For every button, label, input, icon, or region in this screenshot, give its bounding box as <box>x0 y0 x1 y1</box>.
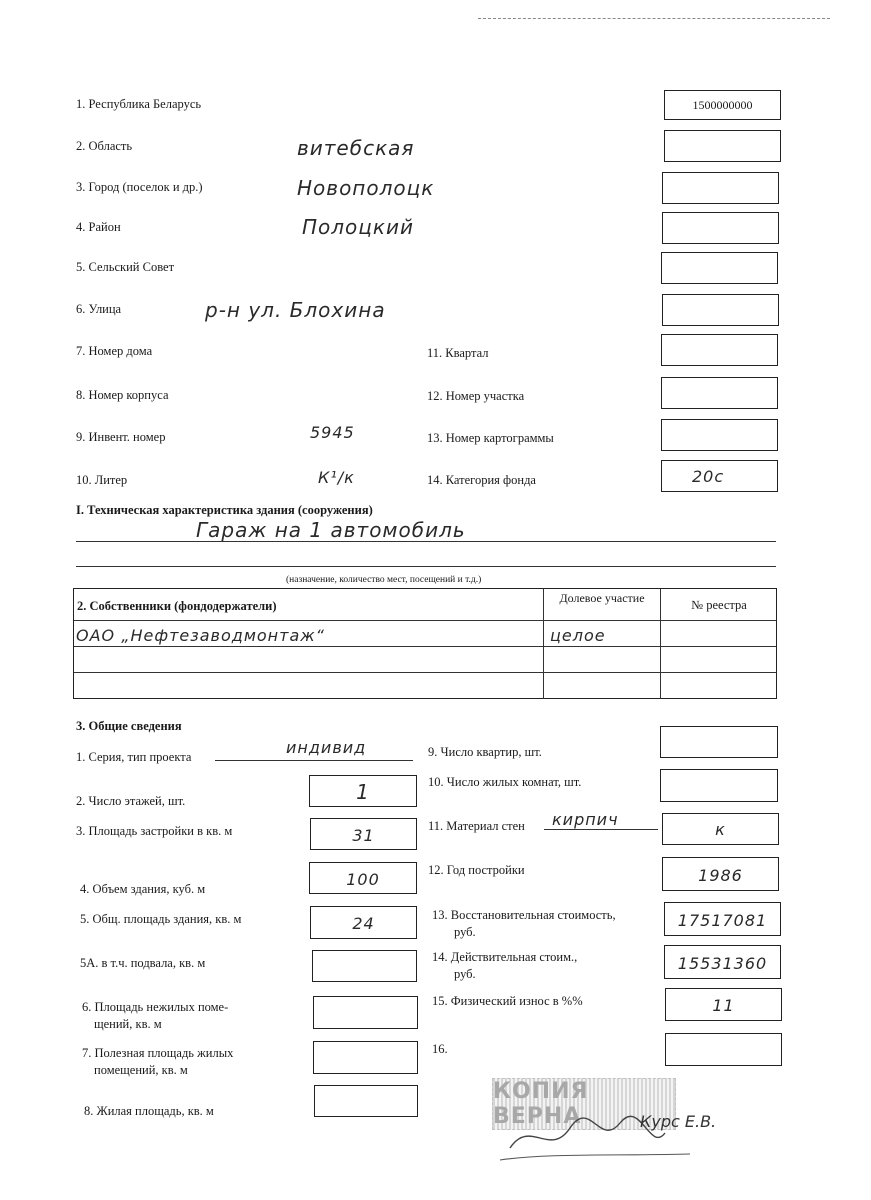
section-1-line-2 <box>76 566 776 567</box>
field-8-label: 8. Номер корпуса <box>76 388 169 402</box>
field-2-label: 2. Область <box>76 139 133 153</box>
s3-box <box>310 818 417 850</box>
r11-value: к <box>715 820 726 839</box>
s2-value: 1 <box>356 780 370 804</box>
code-value: 1500000000 <box>692 98 753 112</box>
r13-label-2: руб. <box>454 925 476 939</box>
r12-label: 12. Год постройки <box>428 863 525 877</box>
s7-box <box>313 1041 418 1074</box>
s1-value: индивид <box>286 738 367 757</box>
field-13-box <box>661 419 778 451</box>
r9-label: 9. Число квартир, шт. <box>428 745 542 759</box>
s7-label-2: помещений, кв. м <box>94 1063 188 1077</box>
s5-value: 24 <box>352 914 375 933</box>
field-1-label: 1. Республика Беларусь <box>76 97 202 111</box>
field-11-label: 11. Квартал <box>427 346 489 360</box>
owners-header-share: Долевое участие <box>559 591 645 605</box>
field-13-label: 13. Номер картограммы <box>427 431 554 445</box>
s8-label: 8. Жилая площадь, кв. м <box>84 1104 214 1118</box>
s5a-label: 5А. в т.ч. подвала, кв. м <box>80 956 206 970</box>
field-10-value: К¹/к <box>318 468 355 487</box>
s2-box <box>309 775 417 807</box>
s4-label: 4. Объем здания, куб. м <box>80 882 206 896</box>
r11-label: 11. Материал стен <box>428 819 525 833</box>
field-14-label: 14. Категория фонда <box>427 473 536 487</box>
s1-label: 1. Серия, тип проекта <box>76 750 192 764</box>
signature-stroke-icon <box>490 1098 730 1168</box>
field-3-box <box>662 172 779 204</box>
r9-box <box>660 726 778 758</box>
signature-name: Курс Е.В. <box>640 1112 717 1131</box>
field-14-box <box>661 460 778 492</box>
field-5-box <box>661 252 778 284</box>
copy-stamp-text: КОПИЯ ВЕРНА <box>493 1079 589 1129</box>
field-9-value: 5945 <box>310 423 355 442</box>
field-12-box <box>661 377 778 409</box>
field-9-label: 9. Инвент. номер <box>76 430 166 444</box>
field-4-box <box>662 212 779 244</box>
owners-row-owner: ОАО „Нефтезаводмонтаж“ <box>76 626 325 645</box>
s6-label-1: 6. Площадь нежилых поме- <box>82 1000 229 1014</box>
s8-box <box>314 1085 418 1117</box>
r13-label-1: 13. Восстановительная стоимость, <box>432 908 616 922</box>
s5-box <box>310 906 417 939</box>
r12-value: 1986 <box>698 866 743 885</box>
r16-box <box>665 1033 782 1066</box>
field-11-box <box>661 334 778 366</box>
code-box <box>664 90 781 120</box>
section-1-caption: (назначение, количество мест, посещений и т.д.) <box>286 575 482 585</box>
field-7-label: 7. Номер дома <box>76 344 153 358</box>
field-3-value: Новополоцк <box>297 176 435 200</box>
r11-line <box>544 829 658 830</box>
owners-header-registry: № реестра <box>691 598 747 612</box>
owners-table-hline-1 <box>74 620 776 621</box>
section-1-value: Гараж на 1 автомобиль <box>196 518 466 542</box>
r14-box <box>664 945 781 979</box>
s5-label: 5. Общ. площадь здания, кв. м <box>80 912 242 926</box>
field-10-label: 10. Литер <box>76 473 128 487</box>
s5a-box <box>312 950 417 982</box>
r12-box <box>662 857 779 891</box>
r13-box <box>664 902 781 936</box>
owners-row-share: целое <box>550 626 606 645</box>
field-4-value: Полоцкий <box>302 215 414 239</box>
s4-box <box>309 862 417 894</box>
field-6-box <box>662 294 779 326</box>
field-12-label: 12. Номер участка <box>427 389 525 403</box>
r14-label-2: руб. <box>454 967 476 981</box>
s6-box <box>313 996 418 1029</box>
section-1-title: I. Техническая характеристика здания (сооружения) <box>76 503 373 517</box>
field-5-label: 5. Сельский Совет <box>76 260 175 274</box>
owners-table-hline-2 <box>74 646 776 647</box>
section-3-title: 3. Общие сведения <box>76 719 182 733</box>
r10-label: 10. Число жилых комнат, шт. <box>428 775 582 789</box>
r15-label: 15. Физический износ в %% <box>432 994 583 1008</box>
field-14-value: 20с <box>692 467 725 486</box>
owners-table-vline-2 <box>660 589 661 699</box>
r11-material: кирпич <box>552 810 619 829</box>
r13-value: 17517081 <box>677 911 768 930</box>
r10-box <box>660 769 778 802</box>
owners-table-vline-1 <box>543 589 544 699</box>
s4-value: 100 <box>346 870 380 889</box>
s6-label-2: щений, кв. м <box>94 1017 162 1031</box>
section-1-line-1 <box>76 541 776 542</box>
field-6-label: 6. Улица <box>76 302 122 316</box>
field-2-value: витебская <box>297 136 415 160</box>
field-3-label: 3. Город (поселок и др.) <box>76 180 203 194</box>
r15-value: 11 <box>712 996 735 1015</box>
field-4-label: 4. Район <box>76 220 121 234</box>
field-2-box <box>664 130 781 162</box>
s7-label-1: 7. Полезная площадь жилых <box>82 1046 234 1060</box>
signature <box>490 1098 730 1168</box>
s1-line <box>215 760 413 761</box>
r11-box <box>662 813 779 845</box>
s2-label: 2. Число этажей, шт. <box>76 794 186 808</box>
owners-table-hline-3 <box>74 672 776 673</box>
owners-table <box>73 588 777 699</box>
s3-value: 31 <box>352 826 375 845</box>
r14-value: 15531360 <box>677 954 768 973</box>
r15-box <box>665 988 782 1021</box>
r16-label: 16. <box>432 1042 448 1056</box>
field-6-value: р-н ул. Блохина <box>205 298 386 322</box>
owners-header-owner: 2. Собственники (фондодержатели) <box>77 599 277 613</box>
scan-noise-top <box>478 18 830 19</box>
r14-label-1: 14. Действительная стоим., <box>432 950 578 964</box>
s3-label: 3. Площадь застройки в кв. м <box>76 824 233 838</box>
